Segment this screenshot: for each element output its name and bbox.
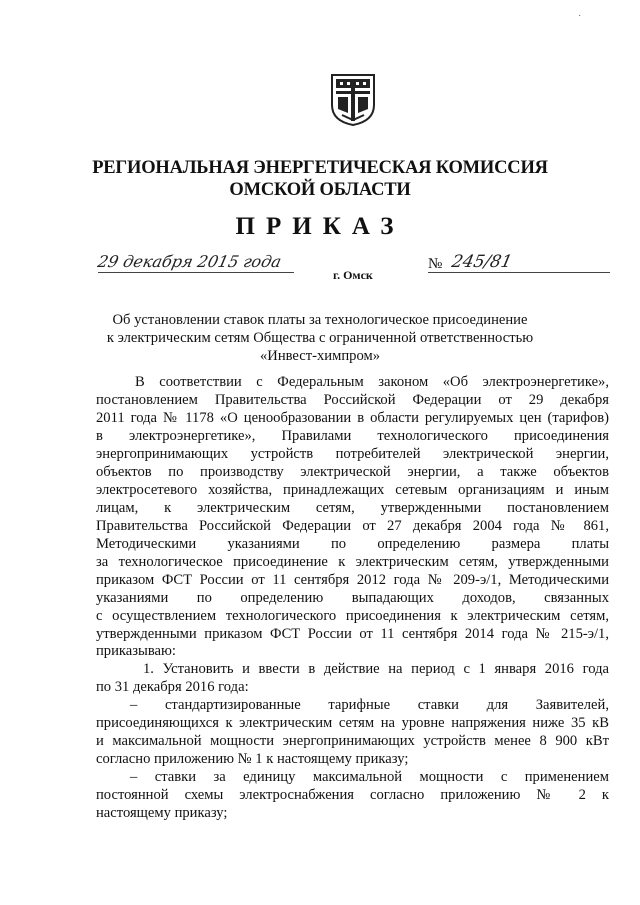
- body-line: приказываю:: [96, 643, 176, 659]
- body-line: 1. Установить и ввести в действие на период с 1 января 2016 года: [143, 661, 609, 677]
- body-line: постоянной схемы электроснабжения согласно приложению № 2 к: [96, 787, 609, 803]
- organization-region: ОМСКОЙ ОБЛАСТИ: [229, 180, 411, 200]
- body-line: указаниями по определению выпадающих доходов, связанных: [96, 590, 609, 606]
- number-sign: №: [428, 256, 443, 272]
- body-line: с осуществлением технологического присоединения к электрическим сетям,: [96, 608, 609, 624]
- body-line: электросетевого хозяйства, принадлежащих сетевым организациям и иным: [96, 482, 609, 498]
- subject-line: «Инвест-химпром»: [259, 348, 380, 364]
- body-line: утвержденными приказом ФСТ России от 11 сентября 2014 года № 215-э/1,: [96, 626, 609, 642]
- body-line: постановлением Правительства Российской Федерации от 29 декабря: [96, 392, 609, 408]
- date-underline: [98, 272, 294, 273]
- corner-mark: ˙: [578, 14, 582, 25]
- body-line: объектов по производству электрической энергии, а также объектов: [96, 464, 609, 480]
- body-line: за технологическое присоединение к электрическим сетям, утвержденными: [96, 554, 609, 570]
- body-line: в электроэнергетике», Правилами технологического присоединения: [96, 428, 609, 444]
- body-line: – ставки за единицу максимальной мощности с применением: [130, 769, 609, 785]
- body-line: Правительства Российской Федерации от 27 декабря 2004 года № 861,: [96, 518, 609, 534]
- body-line: 2011 года № 1178 «О ценообразовании в области регулируемых цен (тарифов): [96, 410, 609, 426]
- subject-line: к электрическим сетям Общества с ограниченной ответственностью: [106, 330, 534, 346]
- subject-line: Об установлении ставок платы за технологическое присоединение: [112, 312, 528, 328]
- handwritten-order-number: 245/81: [449, 252, 514, 272]
- body-line: присоединяющихся к электрическим сетям на уровне напряжения ниже 35 кВ: [96, 715, 609, 731]
- body-line: лицам, к электрическим сетям, утвержденными постановлением: [96, 500, 609, 516]
- body-line: – стандартизированные тарифные ставки для Заявителей,: [130, 697, 609, 713]
- handwritten-date: 29 декабря 2015 года: [95, 252, 284, 271]
- number-underline: [428, 272, 610, 273]
- body-line: энергопринимающих устройств потребителей электрической энергии,: [96, 446, 609, 462]
- body-line: настоящему приказу;: [96, 805, 228, 821]
- body-line: по 31 декабря 2016 года:: [96, 679, 249, 695]
- body-line: Методическими указаниями по определению размера платы: [96, 536, 609, 552]
- body-line: В соответствии с Федеральным законом «Об электроэнергетике»,: [135, 374, 609, 390]
- body-line: и максимальной мощности энергопринимающих устройств менее 8 900 кВт: [96, 733, 609, 749]
- document-type-title: ПРИКАЗ: [235, 213, 405, 240]
- body-line: согласно приложению № 1 к настоящему приказу;: [96, 751, 409, 767]
- body-line: приказом ФСТ России от 11 сентября 2012 года № 209-э/1, Методическими: [96, 572, 609, 588]
- city-label: г. Омск: [333, 268, 373, 282]
- coat-of-arms-emblem: [330, 73, 376, 127]
- organization-name: РЕГИОНАЛЬНАЯ ЭНЕРГЕТИЧЕСКАЯ КОМИССИЯ: [92, 158, 548, 178]
